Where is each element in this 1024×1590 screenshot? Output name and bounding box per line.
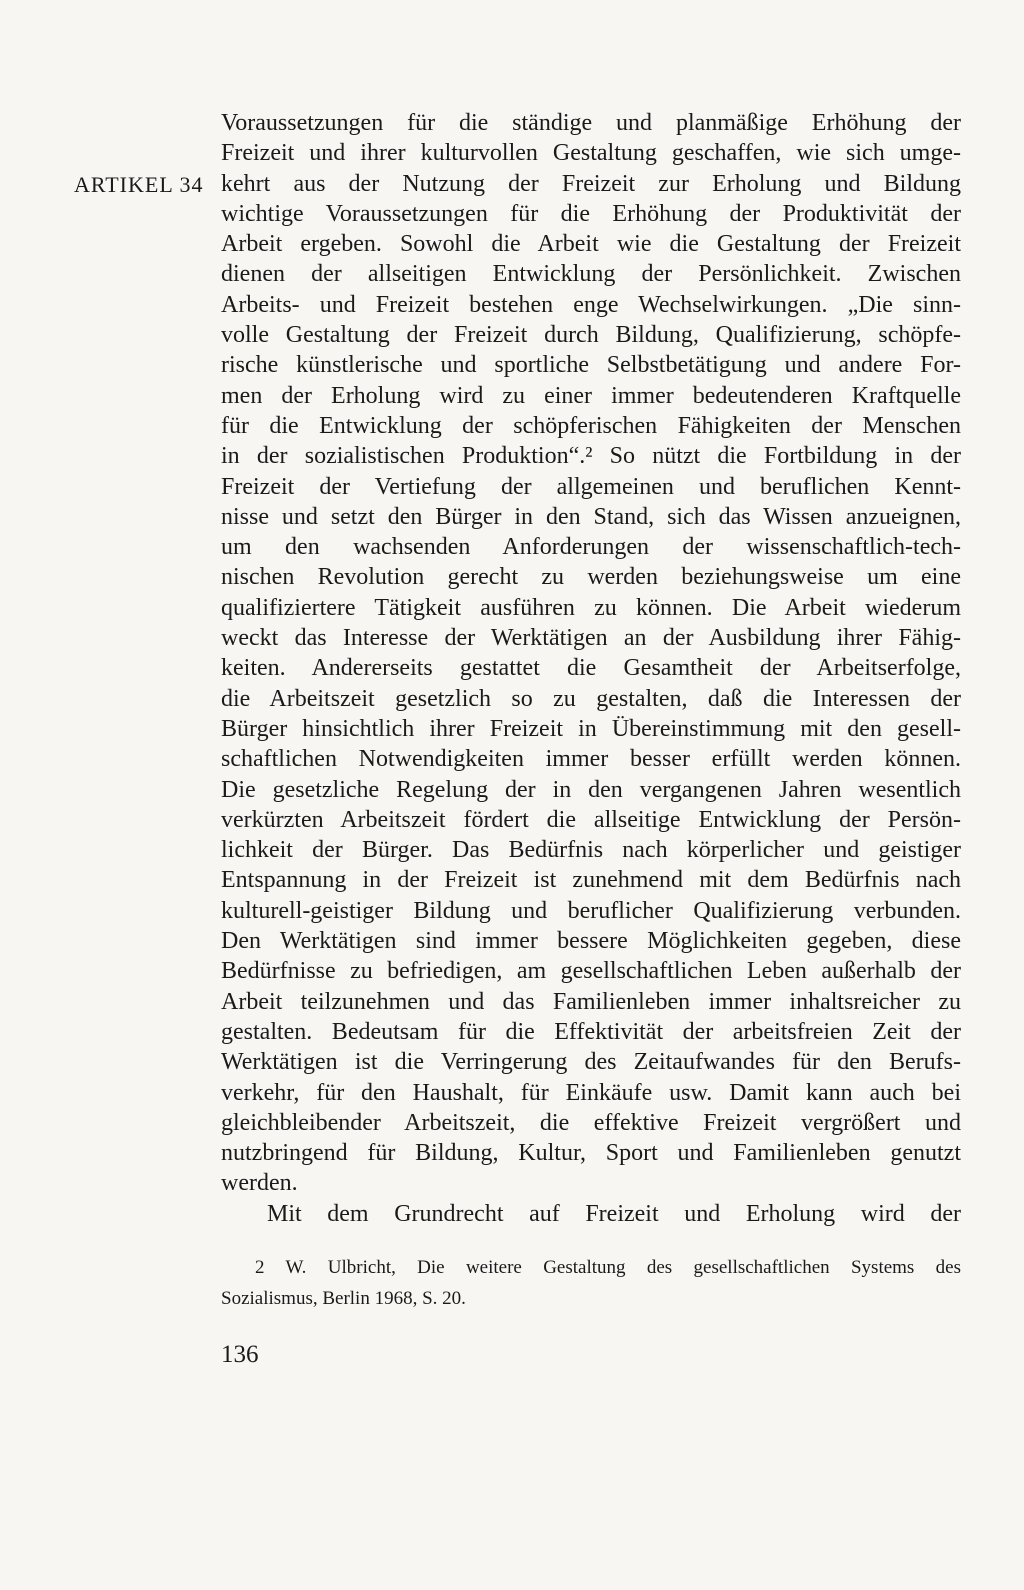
body-line: Werktätigen ist die Verringerung des Zeitaufwandes für den Berufs- bbox=[221, 1049, 961, 1076]
body-line: schaftlichen Notwendigkeiten immer besser erfüllt werden können. bbox=[221, 746, 961, 773]
body-line: keiten. Andererseits gestattet die Gesamtheit der Arbeitserfolge, bbox=[221, 655, 961, 682]
page-number: 136 bbox=[221, 1341, 259, 1368]
body-line: Entspannung in der Freizeit ist zunehmend mit dem Bedürfnis nach bbox=[221, 867, 961, 894]
body-line: Voraussetzungen für die ständige und planmäßige Erhöhung der bbox=[221, 110, 961, 136]
body-line: rische künstlerische und sportliche Selbstbetätigung und andere For- bbox=[221, 352, 961, 379]
footnotes bbox=[221, 1252, 961, 1314]
body-line: werden. bbox=[221, 1170, 298, 1197]
body-line: qualifiziertere Tätigkeit ausführen zu können. Die Arbeit wiederum bbox=[221, 594, 961, 621]
body-text bbox=[221, 108, 961, 1229]
body-line: lichkeit der Bürger. Das Bedürfnis nach körperlicher und geistiger bbox=[221, 837, 961, 864]
body-line: die Arbeitszeit gesetzlich so zu gestalten, daß die Interessen der bbox=[221, 685, 961, 712]
body-line: wichtige Voraussetzungen für die Erhöhung der Produktivität der bbox=[221, 200, 961, 227]
body-line: Die gesetzliche Regelung der in den vergangenen Jahren wesentlich bbox=[221, 776, 961, 803]
body-line: für die Entwicklung der schöpferischen Fähigkeiten der Menschen bbox=[221, 412, 961, 439]
body-line: nisse und setzt den Bürger in den Stand, sich das Wissen anzueignen, bbox=[221, 503, 961, 530]
body-line: weckt das Interesse der Werktätigen an der Ausbildung ihrer Fähig- bbox=[221, 625, 961, 652]
body-line: in der sozialistischen Produktion“.² So nützt die Fortbildung in der bbox=[221, 443, 961, 470]
body-line: nutzbringend für Bildung, Kultur, Sport und Familienleben genutzt bbox=[221, 1140, 961, 1167]
body-line: gestalten. Bedeutsam für die Effektivität der arbeitsfreien Zeit der bbox=[221, 1018, 961, 1045]
footnote-line: Sozialismus, Berlin 1968, S. 20. bbox=[221, 1288, 466, 1309]
body-line: Arbeit ergeben. Sowohl die Arbeit wie die Gestaltung der Freizeit bbox=[221, 231, 961, 258]
body-line: Arbeit teilzunehmen und das Familienleben immer inhaltsreicher zu bbox=[221, 988, 961, 1015]
body-line: kehrt aus der Nutzung der Freizeit zur Erholung und Bildung bbox=[221, 170, 961, 197]
body-line: Bedürfnisse zu befriedigen, am gesellschaftlichen Leben außerhalb der bbox=[221, 958, 961, 985]
body-line: verkehr, für den Haushalt, für Einkäufe usw. Damit kann auch bei bbox=[221, 1079, 961, 1106]
body-line: um den wachsenden Anforderungen der wissenschaftlich-tech- bbox=[221, 534, 961, 561]
body-line: Bürger hinsichtlich ihrer Freizeit in Übereinstimmung mit den gesell- bbox=[221, 715, 961, 742]
body-line: dienen der allseitigen Entwicklung der Persönlichkeit. Zwischen bbox=[221, 261, 961, 288]
body-line: Den Werktätigen sind immer bessere Möglichkeiten gegeben, diese bbox=[221, 928, 961, 955]
body-line: nischen Revolution gerecht zu werden beziehungsweise um eine bbox=[221, 564, 961, 591]
body-line-paragraph-start: Mit dem Grundrecht auf Freizeit und Erholung wird der bbox=[267, 1200, 961, 1227]
body-line: Freizeit der Vertiefung der allgemeinen und beruflichen Kennt- bbox=[221, 473, 961, 500]
body-line: Arbeits- und Freizeit bestehen enge Wechselwirkungen. „Die sinn- bbox=[221, 291, 961, 318]
body-line: Freizeit und ihrer kulturvollen Gestaltung geschaffen, wie sich umge- bbox=[221, 140, 961, 167]
footnote-line: 2 W. Ulbricht, Die weitere Gestaltung des gesellschaftlichen Systems des bbox=[255, 1257, 961, 1278]
body-line: volle Gestaltung der Freizeit durch Bildung, Qualifizierung, schöpfe- bbox=[221, 322, 961, 349]
body-line: men der Erholung wird zu einer immer bedeutenderen Kraftquelle bbox=[221, 382, 961, 409]
body-line: verkürzten Arbeitszeit fördert die allseitige Entwicklung der Persön- bbox=[221, 806, 961, 833]
body-line: gleichbleibender Arbeitszeit, die effektive Freizeit vergrößert und bbox=[221, 1109, 961, 1136]
body-line: kulturell-geistiger Bildung und beruflicher Qualifizierung verbunden. bbox=[221, 897, 961, 924]
margin-article-label: ARTIKEL 34 bbox=[74, 172, 204, 197]
